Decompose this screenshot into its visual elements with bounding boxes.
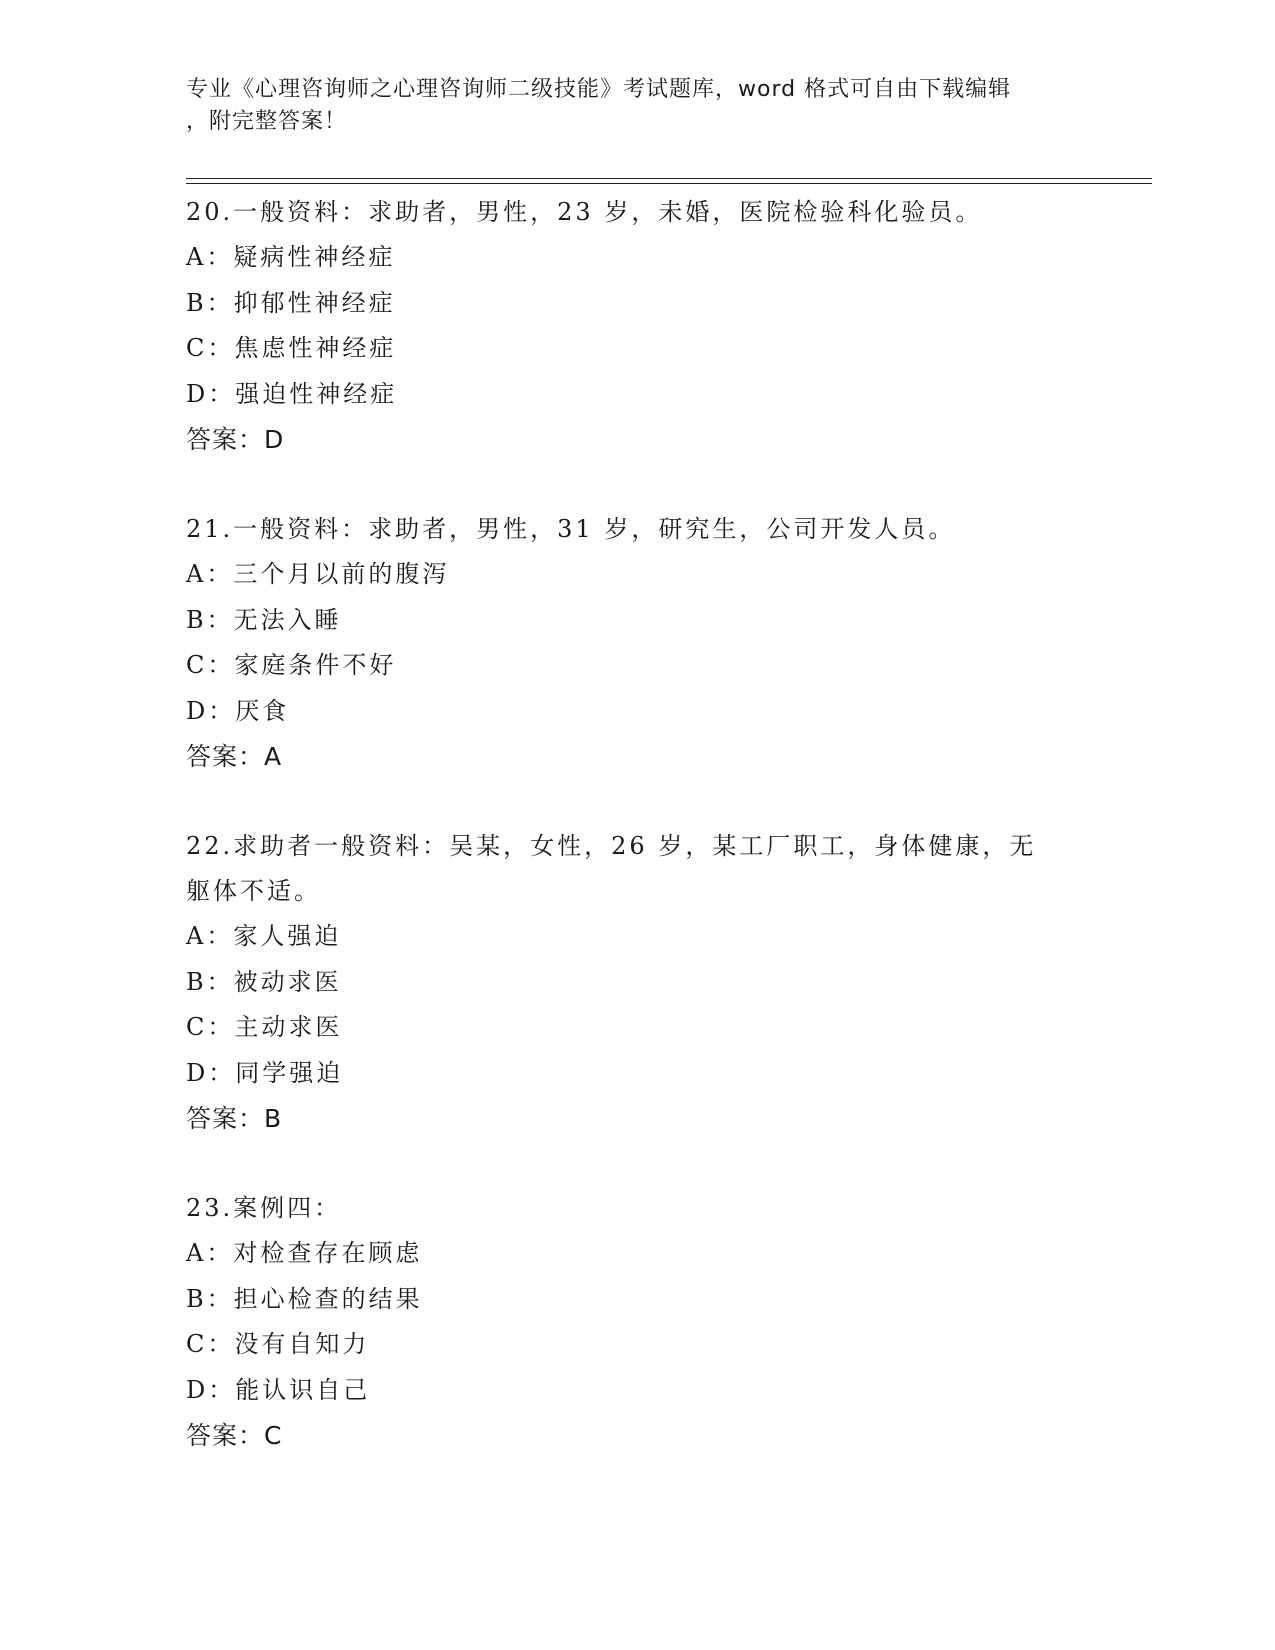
option-b: B：被动求医	[186, 967, 342, 996]
option-a: A：三个月以前的腹泻	[186, 560, 450, 588]
option-d: D：厌食	[186, 696, 290, 725]
question-stem: 21.一般资料：求助者，男性，31 岁，研究生，公司开发人员。	[186, 515, 956, 543]
option-a: A：家人强迫	[186, 922, 342, 950]
option-c: C：没有自知力	[186, 1330, 370, 1358]
option-d: D：强迫性神经症	[186, 379, 398, 408]
document-header	[186, 74, 1086, 138]
question-22	[186, 824, 1086, 1142]
header-line-2: ，附完整答案！	[186, 109, 348, 134]
option-a: A：对检查存在顾虑	[186, 1239, 423, 1267]
question-23	[186, 1186, 1086, 1459]
option-d: D：同学强迫	[186, 1058, 344, 1087]
option-c: C：主动求医	[186, 1013, 343, 1041]
option-d: D：能认识自己	[186, 1375, 371, 1404]
answer: 答案：B	[186, 1104, 283, 1133]
question-list	[186, 190, 1086, 1459]
option-b: B：担心检查的结果	[186, 1284, 423, 1313]
answer: 答案：A	[186, 742, 283, 771]
header-divider-top	[186, 178, 1152, 179]
answer: 答案：C	[186, 1421, 283, 1450]
question-stem-line-2: 躯体不适。	[186, 877, 321, 905]
option-a: A：疑病性神经症	[186, 243, 396, 271]
question-stem: 23.案例四：	[186, 1194, 342, 1222]
option-b: B：抑郁性神经症	[186, 288, 396, 317]
header-divider-bottom	[186, 183, 1152, 184]
option-b: B：无法入睡	[186, 605, 342, 634]
header-line-1: 专业《心理咨询师之心理咨询师二级技能》考试题库，word 格式可自由下载编辑	[186, 77, 1012, 102]
option-c: C：家庭条件不好	[186, 651, 397, 679]
question-stem: 20.一般资料：求助者，男性，23 岁，未婚，医院检验科化验员。	[186, 198, 983, 226]
option-c: C：焦虑性神经症	[186, 334, 397, 362]
question-21	[186, 507, 1086, 780]
question-20	[186, 190, 1086, 463]
answer: 答案：D	[186, 425, 285, 454]
question-stem-line-1: 22.求助者一般资料：吴某，女性，26 岁，某工厂职工，身体健康，无	[186, 832, 1037, 860]
